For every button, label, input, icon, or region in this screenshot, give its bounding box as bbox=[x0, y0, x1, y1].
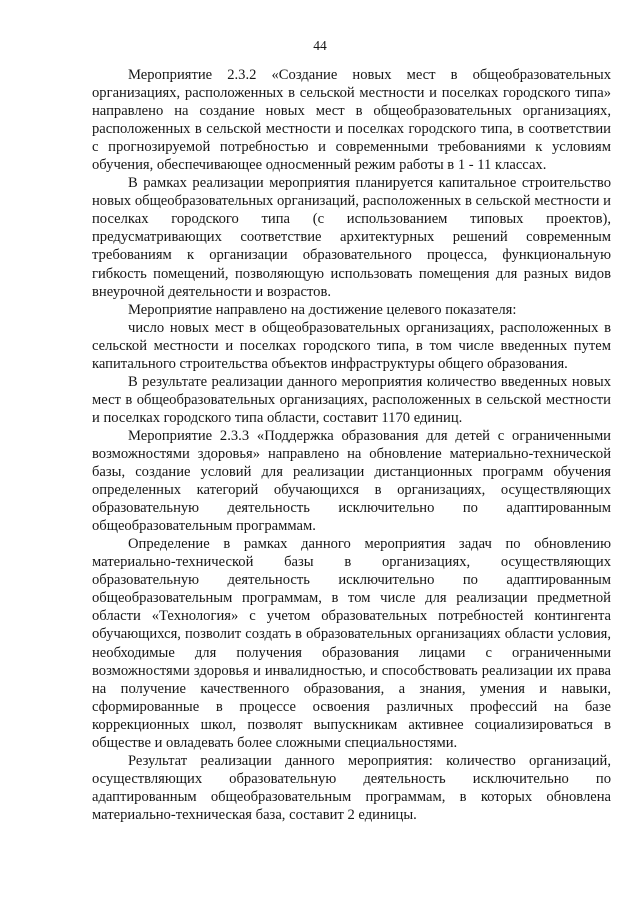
paragraph-result-organizations: Результат реализации данного мероприятия: количество организаций, осуществляющих образовательную деятельность исключительно по адаптированным общеобразовательным программам, в которых обновлена материально-техническая база, составит 2 единицы. bbox=[92, 752, 611, 823]
paragraph-measure-2-3-2: Мероприятие 2.3.2 «Создание новых мест в общеобразовательных организациях, расположенных в сельской местности и поселках городского типа» направлено на создание новых мест в общеобразовательных организациях, расположенных в сельской местности и поселках городского типа, в соответствии с прогнозируемой потребностью и современными требованиями к условиям обучения, обеспечивающее односменный режим работы в 1 - 11 классах. bbox=[92, 67, 611, 174]
document-body bbox=[92, 66, 611, 824]
paragraph-construction-plans: В рамках реализации мероприятия планируется капитальное строительство новых общеобразовательных организаций, расположенных в сельской местности и поселках городского типа (с использованием типовых проектов), предусматривающих соответствие архитектурных решений современным требованиям к организации образовательного процесса, функциональную гибкость помещений, позволяющую использовать помещения для разных видов внеурочной деятельности и возрастов. bbox=[92, 175, 611, 300]
paragraph-target-indicator-intro: Мероприятие направлено на достижение целевого показателя: bbox=[128, 301, 517, 318]
paragraph-result-new-places: В результате реализации данного мероприятия количество введенных новых мест в общеобразовательных организациях, расположенных в сельской местности и поселках городского типа области, составит 1170 единиц. bbox=[92, 373, 611, 426]
paragraph-material-base-update: Определение в рамках данного мероприятия задач по обновлению материально-технической базы в организациях, осуществляющих образовательную деятельность исключительно по адаптированным общеобразовательным программам, в том числе для реализации предметной области «Технология» с учетом образовательных потребностей контингента обучающихся, позволит создать в образовательных организациях области условия, необходимые для получения образования лицами с ограниченными возможностями здоровья и инвалидностью, и способствовать реализации их права на получение качественного образования, а знания, умения и навыки, сформированные в процессе освоения различных профессий на базе коррекционных школ, позволят выпускникам активнее социализироваться в обществе и овладевать более сложными специальностями. bbox=[92, 536, 611, 751]
page-number: 44 bbox=[313, 38, 327, 53]
paragraph-measure-2-3-3: Мероприятие 2.3.3 «Поддержка образования для детей с ограниченными возможностями здоровья» направлено на обновление материально-технической базы, создание условий для реализации дистанционных программ обучения определенных категорий обучающихся в организациях, осуществляющих образовательную деятельность исключительно по адаптированным общеобразовательным программам. bbox=[92, 427, 611, 535]
paragraph-target-indicator: число новых мест в общеобразовательных организациях, расположенных в сельской местности и поселках городского типа, в том числе введенных путем капитального строительства объектов инфраструктуры общего образования. bbox=[92, 319, 611, 372]
